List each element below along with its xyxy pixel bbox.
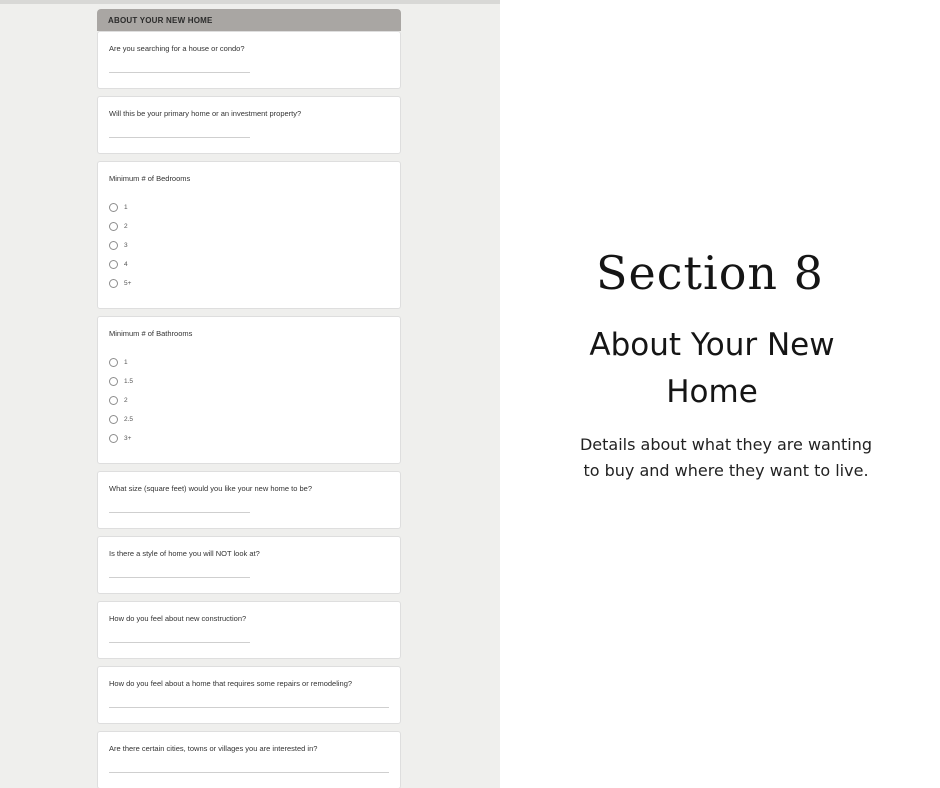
- radio-label: 2: [124, 397, 128, 404]
- radio-option[interactable]: [109, 278, 131, 289]
- section-subtitle: About Your New Home: [589, 327, 835, 410]
- question-card-new-construction: [97, 601, 401, 659]
- question-card-bathrooms: [97, 316, 401, 464]
- section-description: Details about what they are wanting to buy and where they want to live.: [579, 435, 872, 480]
- question-label: Will this be your primary home or an investment property?: [109, 109, 302, 118]
- radio-option[interactable]: [109, 259, 128, 270]
- radio-label: 4: [124, 261, 128, 268]
- radio-button[interactable]: [109, 377, 118, 386]
- question-label: Minimum # of Bathrooms: [109, 329, 193, 338]
- radio-button[interactable]: [109, 358, 118, 367]
- question-label: How do you feel about a home that requires some repairs or remodeling?: [109, 679, 353, 688]
- radio-label: 1.5: [124, 378, 134, 385]
- question-label: Are you searching for a house or condo?: [109, 44, 245, 53]
- answer-input[interactable]: [109, 137, 250, 138]
- answer-input[interactable]: [109, 642, 250, 643]
- radio-option[interactable]: [109, 376, 133, 387]
- radio-label: 2.5: [124, 416, 134, 423]
- radio-option[interactable]: [109, 414, 133, 425]
- radio-label: 5+: [124, 280, 132, 287]
- radio-label: 1: [124, 359, 128, 366]
- radio-label: 2: [124, 223, 128, 230]
- radio-option[interactable]: [109, 221, 128, 232]
- question-label: Are there certain cities, towns or villages you are interested in?: [109, 744, 318, 753]
- radio-option[interactable]: [109, 240, 128, 251]
- question-label: How do you feel about new construction?: [109, 614, 247, 623]
- radio-option[interactable]: [109, 357, 128, 368]
- question-card-square-feet: [97, 471, 401, 529]
- answer-input[interactable]: [109, 707, 389, 708]
- question-label: Is there a style of home you will NOT look at?: [109, 549, 260, 558]
- answer-input[interactable]: [109, 772, 389, 773]
- section-header: ABOUT YOUR NEW HOME: [97, 9, 401, 31]
- radio-label: 1: [124, 204, 128, 211]
- answer-input[interactable]: [109, 512, 250, 513]
- radio-button[interactable]: [109, 434, 118, 443]
- radio-button[interactable]: [109, 222, 118, 231]
- radio-option[interactable]: [109, 202, 128, 213]
- question-card-primary-or-investment: [97, 96, 401, 154]
- answer-input[interactable]: [109, 72, 250, 73]
- question-card-style-exclusion: [97, 536, 401, 594]
- radio-option[interactable]: [109, 433, 131, 444]
- question-card-repairs: [97, 666, 401, 724]
- radio-label: 3: [124, 242, 128, 249]
- radio-label: 3+: [124, 435, 132, 442]
- question-card-house-or-condo: [97, 31, 401, 89]
- question-label: What size (square feet) would you like your new home to be?: [109, 484, 313, 493]
- answer-input[interactable]: [109, 577, 250, 578]
- radio-button[interactable]: [109, 415, 118, 424]
- section-title: Section 8: [596, 246, 824, 300]
- question-label: Minimum # of Bedrooms: [109, 174, 191, 183]
- question-card-bedrooms: [97, 161, 401, 309]
- radio-button[interactable]: [109, 260, 118, 269]
- radio-button[interactable]: [109, 396, 118, 405]
- radio-button[interactable]: [109, 241, 118, 250]
- radio-button[interactable]: [109, 279, 118, 288]
- radio-option[interactable]: [109, 395, 128, 406]
- radio-button[interactable]: [109, 203, 118, 212]
- question-card-locations: [97, 731, 401, 788]
